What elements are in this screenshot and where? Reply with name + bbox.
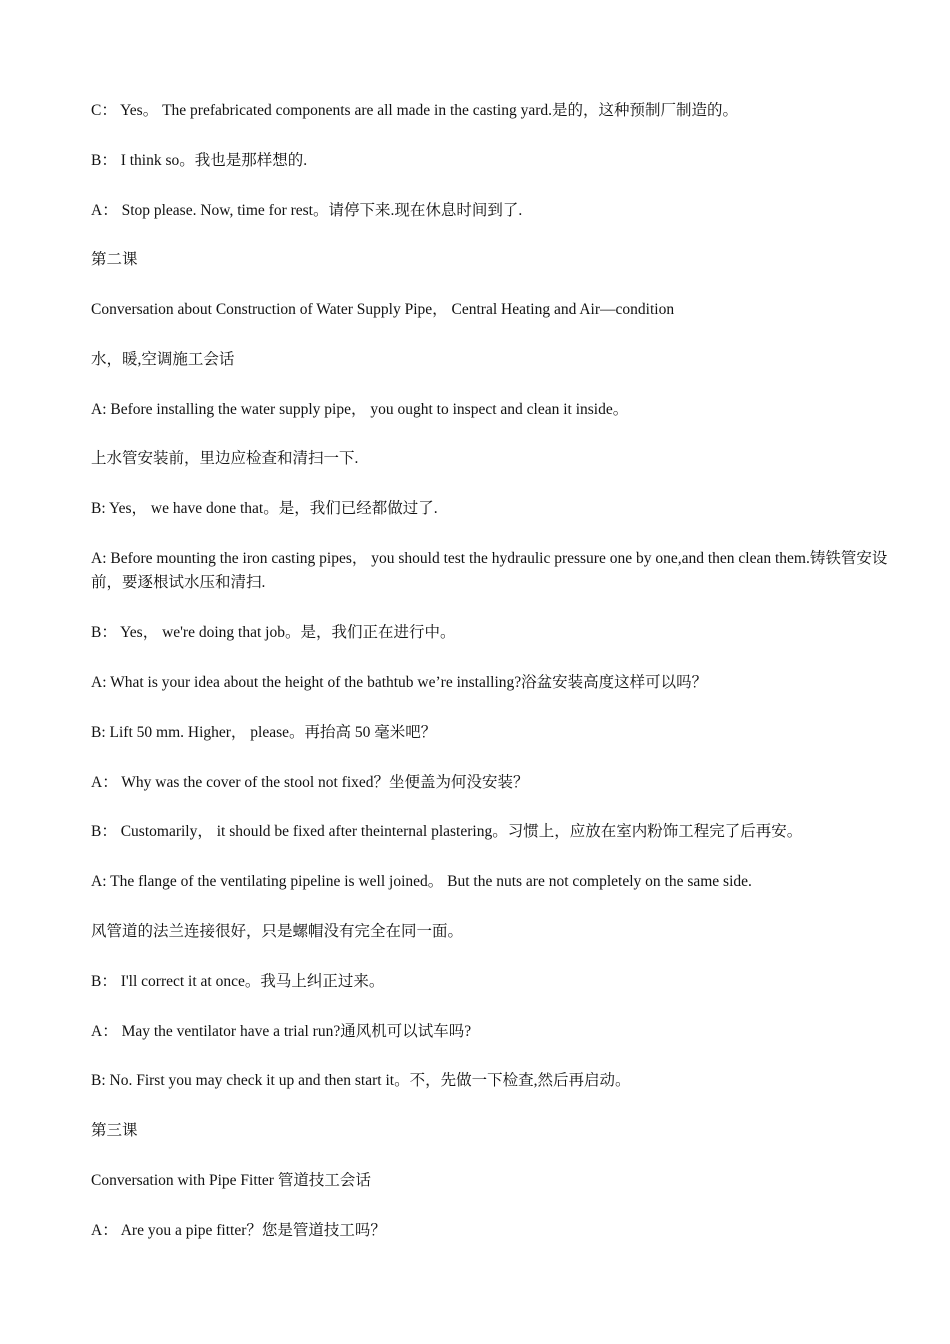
paragraph: A： Stop please. Now, time for rest。请停下来.现在休息时间到了. [91, 202, 523, 219]
paragraph: C： Yes。 The prefabricated components are all made in the casting yard.是的，这种预制厂制造的。 [91, 102, 738, 119]
paragraph: Conversation with Pipe Fitter 管道技工会话 [91, 1172, 371, 1189]
paragraph: 上水管安装前，里边应检查和清扫一下. [91, 450, 359, 467]
paragraph: A： Are you a pipe fitter？您是管道技工吗？ [91, 1222, 386, 1239]
lesson-heading: 第三课 [91, 1122, 138, 1139]
paragraph: Conversation about Construction of Water Supply Pipe， Central Heating and Air—condition [91, 301, 675, 318]
paragraph: B： I think so。我也是那样想的. [91, 152, 308, 169]
paragraph: B: No. First you may check it up and then start it。不，先做一下检查,然后再启动。 [91, 1072, 631, 1089]
paragraph: B： Customarily， it should be fixed after theinternal plastering。习惯上，应放在室内粉饰工程完了后再安。 [91, 823, 803, 840]
paragraph: A： May the ventilator have a trial run?通风机可以试车吗? [91, 1023, 472, 1040]
paragraph: B: Yes， we have done that。是，我们已经都做过了. [91, 500, 438, 517]
lesson-heading: 第二课 [91, 251, 138, 268]
paragraph: A: Before installing the water supply pipe， you ought to inspect and clean it inside。 [91, 401, 629, 418]
paragraph: A: The flange of the ventilating pipeline is well joined。 But the nuts are not completely on the same side. [91, 873, 752, 890]
paragraph: B： I'll correct it at once。我马上纠正过来。 [91, 973, 385, 990]
paragraph: 风管道的法兰连接很好，只是螺帽没有完全在同一面。 [91, 923, 464, 940]
paragraph: 水，暖,空调施工会话 [91, 351, 235, 368]
paragraph: A: Before mounting the iron casting pipes， you should test the hydraulic pressure one by one,and then clean them.铸铁管安设前，要逐根试水压和清扫. [91, 550, 888, 591]
paragraph: B: Lift 50 mm. Higher， please。再抬高 50 毫米吧？ [91, 724, 437, 741]
paragraph: A: What is your idea about the height of the bathtub we’re installing?浴盆安装高度这样可以吗？ [91, 674, 708, 691]
paragraph: B： Yes， we're doing that job。是，我们正在进行中。 [91, 624, 456, 641]
paragraph: A： Why was the cover of the stool not fixed？坐便盖为何没安装？ [91, 774, 529, 791]
